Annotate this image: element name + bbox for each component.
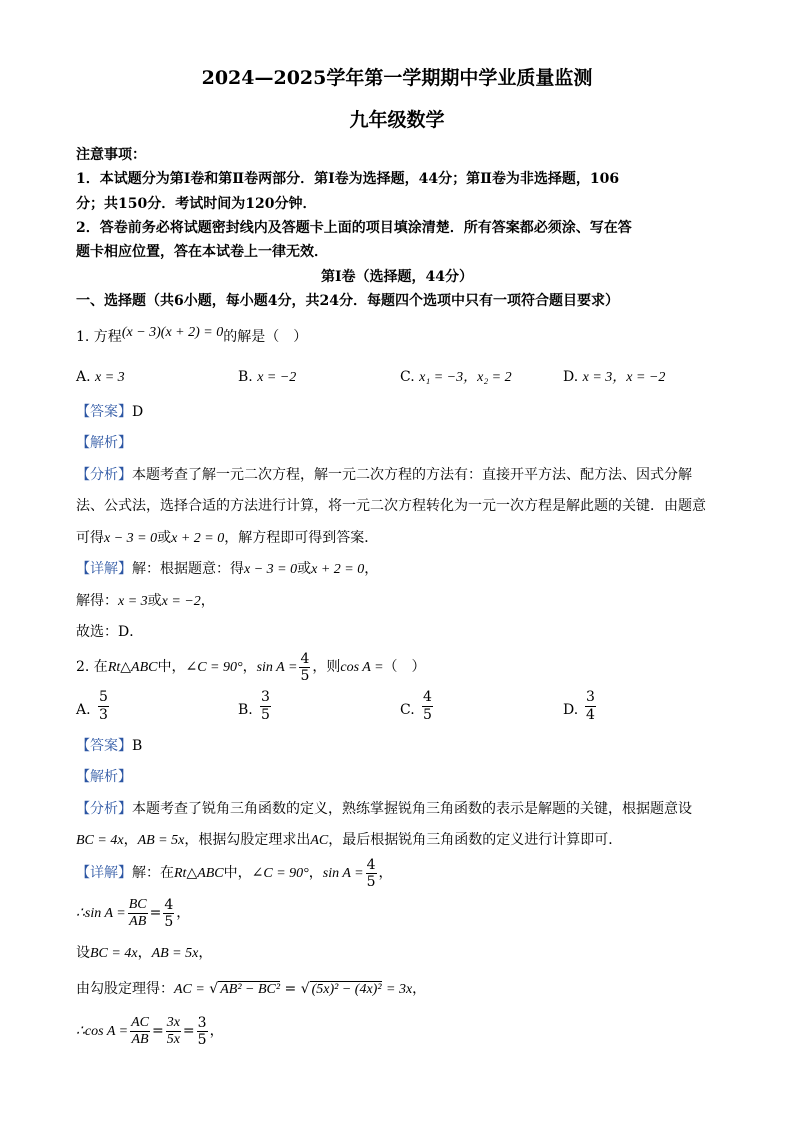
section-instruction: 一、选择题（共6小题，每小题4分，共24分．每题四个选项中只有一项符合题目要求） bbox=[76, 293, 619, 309]
notes-heading: 注意事项： bbox=[76, 147, 146, 163]
notes-line-4: 题卡相应位置，答在本试卷上一律无效． bbox=[76, 244, 328, 260]
q2-detail: 【详解】解：在Rt△ABC中，∠C = 90°，sin A = $\frac{4}{5}$ ， bbox=[76, 856, 393, 890]
q1-answer: 【答案】D bbox=[76, 404, 144, 420]
q2-analysis-tag: 【解析】 bbox=[76, 769, 132, 785]
q1-option-a: A. x = 3 bbox=[76, 369, 125, 385]
q2-option-b: B. bbox=[238, 702, 253, 718]
notes-line-1: 1．本试题分为第Ⅰ卷和第Ⅱ卷两部分．第Ⅰ卷为选择题，44分；第Ⅱ卷为非选择题，106 bbox=[76, 171, 620, 187]
q1-option-b: B. x = −2 bbox=[238, 369, 297, 385]
q1-choice: 故选：D． bbox=[76, 624, 144, 640]
q2-option-c-fraction: 4 5 bbox=[423, 689, 432, 723]
q2-option-d: D. bbox=[563, 702, 579, 718]
q1-option-c: C. x₁ = −3，x₂ = 2 bbox=[400, 369, 512, 385]
q2-option-b-fraction: 3 5 bbox=[261, 689, 270, 723]
q2-step-2: 设BC = 4x，AB = 5x， bbox=[76, 945, 213, 961]
exam-title: 2024—2025学年第一学期期中学业质量监测 bbox=[201, 67, 593, 89]
q1-option-d: D. x = 3，x = −2 bbox=[563, 369, 666, 385]
q2-option-d-fraction: 3 4 bbox=[586, 689, 595, 723]
q1-fenxi-line-1: 【分析】本题考查了解一元二次方程，解一元二次方程的方法有：直接开平方法、配方法、因式分解 bbox=[76, 467, 692, 483]
question-1 bbox=[76, 325, 308, 347]
q1-suffix: 的解是（ ） bbox=[223, 329, 308, 345]
q1-number: 1. 方程 bbox=[76, 329, 122, 345]
question-2: 2. 在Rt△ABC中，∠C = 90°，sin A = $\frac{4}{5}$ ，则cos A =（ ） bbox=[76, 650, 426, 684]
q1-equation: (x − 3)(x + 2) = 0 bbox=[121, 325, 224, 340]
q1-analysis-tag: 【解析】 bbox=[76, 435, 132, 451]
q1-fenxi-line-2: 法、公式法，选择合适的方法进行计算，将一元二次方程转化为一元一次方程是解此题的关键．由题意 bbox=[76, 498, 706, 514]
q2-fenxi-line-1: 【分析】本题考查了锐角三角函数的定义，熟练掌握锐角三角函数的表示是解题的关键，根据题意设 bbox=[76, 801, 692, 817]
q2-sin-fraction: $\frac{4}{5}$ bbox=[300, 650, 310, 684]
q2-fenxi-line-2: BC = 4x，AB = 5x，根据勾股定理求出AC，最后根据锐角三角函数的定义进行计算即可． bbox=[76, 832, 623, 848]
q2-option-a: A. bbox=[76, 702, 91, 718]
q2-step-4: ∴cos A = $\frac{AC}{AB}$ = $\frac{3x}{5x}$ = $\frac{3}{5}$ ， bbox=[76, 1014, 224, 1048]
q1-solution: 解得：x = 3或x = −2， bbox=[76, 593, 215, 609]
exam-subtitle: 九年级数学 bbox=[349, 109, 445, 131]
q1-detail: 【详解】解：根据题意：得x − 3 = 0或x + 2 = 0， bbox=[76, 561, 379, 577]
q2-option-a-fraction: 5 3 bbox=[99, 689, 108, 723]
q2-step-1: ∴sin A = $\frac{BC}{AB}$ = $\frac{4}{5}$ ， bbox=[76, 896, 191, 930]
notes-line-3: 2．答卷前务必将试题密封线内及答题卡上面的项目填涂清楚．所有答案都必须涂、写在答 bbox=[76, 220, 632, 236]
q2-answer: 【答案】B bbox=[76, 738, 143, 754]
q2-option-c: C. bbox=[400, 702, 415, 718]
notes-line-2: 分；共150分．考试时间为120分钟． bbox=[76, 196, 317, 212]
q2-step-3: 由勾股定理得：AC = √ AB² − BC² = √ (5x)² − (4x)² = 3x， bbox=[76, 981, 427, 997]
q1-fenxi-line-3: 可得x − 3 = 0或x + 2 = 0，解方程即可得到答案． bbox=[76, 530, 379, 546]
section-title: 第Ⅰ卷（选择题，44分） bbox=[320, 269, 474, 285]
